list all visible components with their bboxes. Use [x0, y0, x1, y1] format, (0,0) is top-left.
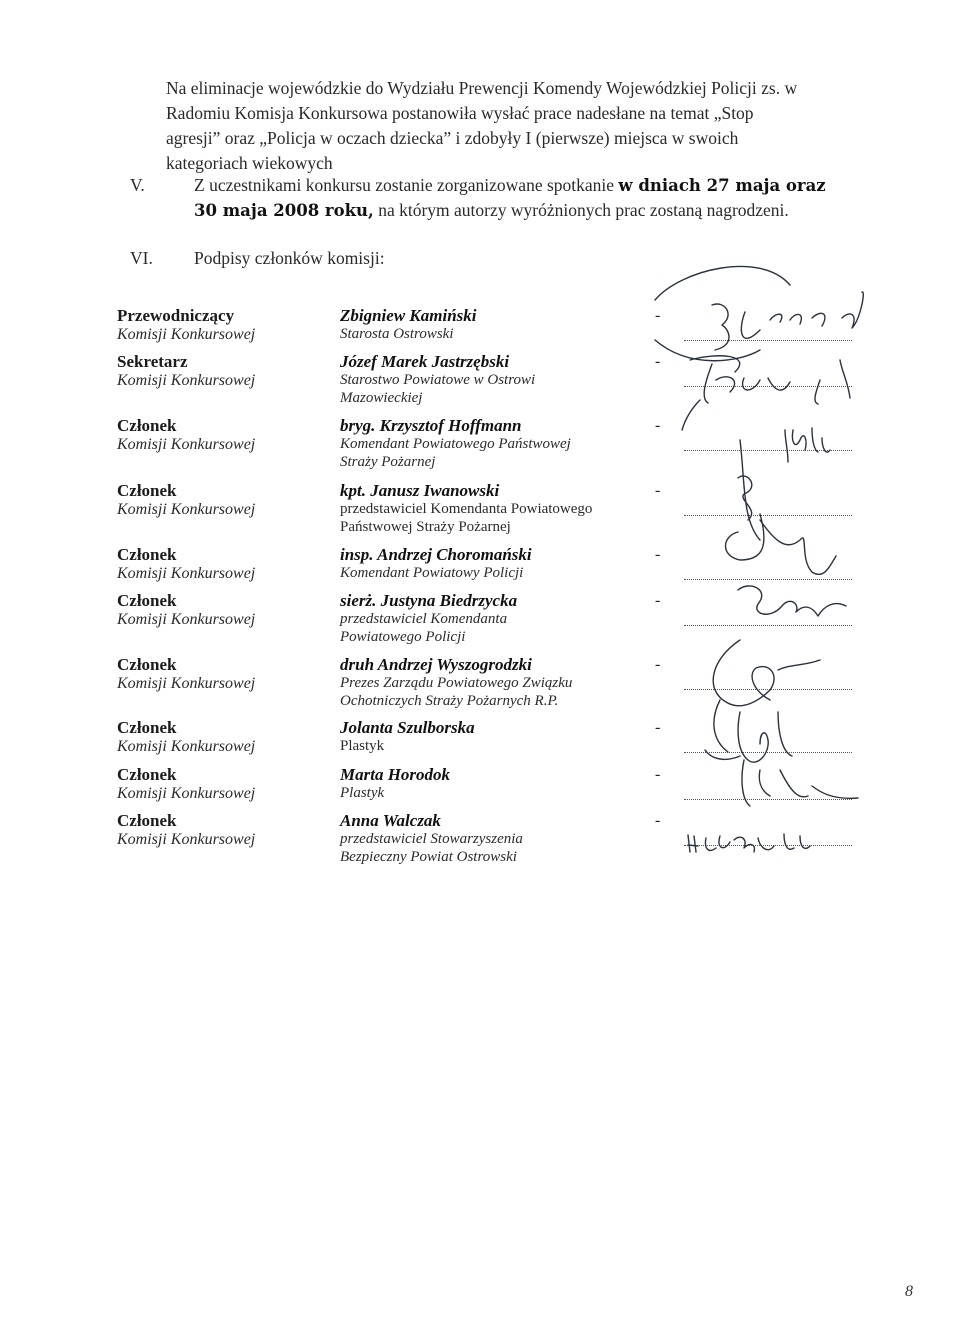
member-role-title: Przewodniczący: [117, 306, 235, 325]
member-person: [340, 718, 640, 755]
member-person: [340, 306, 640, 343]
member-description: Komendant Powiatowy Policji: [340, 565, 524, 581]
signature-dash: -: [655, 307, 661, 324]
member-description: Plastyk: [340, 785, 385, 801]
member-role-committee: Komisji Konkursowej: [117, 501, 256, 518]
member-role-title: Członek: [117, 811, 177, 830]
member-role: [117, 481, 327, 519]
member-role: [117, 811, 327, 849]
member-role-committee: Komisji Konkursowej: [117, 831, 256, 848]
member-role: [117, 416, 327, 454]
member-description: Komendant Powiatowego Państwowej: [340, 436, 571, 452]
signature-line: [684, 450, 852, 451]
section-v-text-before: Z uczestnikami konkursu zostanie zorganizowane spotkanie: [194, 175, 619, 195]
member-role-title: Członek: [117, 481, 177, 500]
member-role-committee: Komisji Konkursowej: [117, 611, 256, 628]
member-description: Ochotniczych Straży Pożarnych R.P.: [340, 693, 559, 709]
signature-dash: -: [655, 766, 661, 783]
member-name: sierż. Justyna Biedrzycka: [340, 591, 518, 610]
member-description: Powiatowego Policji: [340, 629, 466, 645]
member-description: Bezpieczny Powiat Ostrowski: [340, 849, 517, 865]
member-description: Państwowej Straży Pożarnej: [340, 519, 511, 535]
section-v-highlight: w dniach 27 maja oraz 30 maja 2008 roku,: [194, 176, 826, 220]
member-person: [340, 352, 640, 407]
member-role-title: Członek: [117, 765, 177, 784]
member-description: przedstawiciel Stowarzyszenia: [340, 831, 523, 847]
member-role: [117, 545, 327, 583]
signature-line: [684, 579, 852, 580]
member-name: kpt. Janusz Iwanowski: [340, 481, 500, 500]
member-name: insp. Andrzej Choromański: [340, 545, 532, 564]
page-number: 8: [905, 1283, 913, 1300]
section-vi-number: VI.: [130, 248, 153, 268]
member-description: Plastyk: [340, 738, 385, 754]
member-role-committee: Komisji Konkursowej: [117, 785, 256, 802]
member-name: bryg. Krzysztof Hoffmann: [340, 416, 522, 435]
member-description: Starostwo Powiatowe w Ostrowi: [340, 372, 536, 388]
member-person: [340, 765, 640, 802]
member-name: Anna Walczak: [340, 811, 441, 830]
signature-line: [684, 689, 852, 690]
member-role-committee: Komisji Konkursowej: [117, 372, 256, 389]
signature-line: [684, 799, 852, 800]
signature-dash: -: [655, 592, 661, 609]
member-role-committee: Komisji Konkursowej: [117, 565, 256, 582]
member-person: [340, 591, 640, 646]
member-name: druh Andrzej Wyszogrodzki: [340, 655, 532, 674]
signature-line: [684, 752, 852, 753]
member-role-committee: Komisji Konkursowej: [117, 436, 256, 453]
member-person: [340, 655, 640, 710]
member-role-title: Członek: [117, 655, 177, 674]
member-person: [340, 481, 640, 536]
member-name: Józef Marek Jastrzębski: [340, 352, 510, 371]
signature-line: [684, 386, 852, 387]
member-role: [117, 718, 327, 756]
signature-dash: -: [655, 417, 661, 434]
section-v-text-after: na którym autorzy wyróżnionych prac zostaną nagrodzeni.: [373, 200, 789, 220]
signature-dash: -: [655, 546, 661, 563]
member-person: [340, 811, 640, 866]
member-person: [340, 416, 640, 471]
member-role-committee: Komisji Konkursowej: [117, 326, 256, 343]
section-vi-text: Podpisy członków komisji:: [194, 248, 385, 268]
member-role-title: Członek: [117, 416, 177, 435]
signature-line: [684, 340, 852, 341]
member-name: Zbigniew Kamiński: [340, 306, 477, 325]
member-role-title: Członek: [117, 545, 177, 564]
member-description: Prezes Zarządu Powiatowego Związku: [340, 675, 573, 691]
signature-dash: -: [655, 812, 661, 829]
member-description: przedstawiciel Komendanta Powiatowego: [340, 501, 593, 517]
member-description: Starosta Ostrowski: [340, 326, 454, 342]
member-role-committee: Komisji Konkursowej: [117, 738, 256, 755]
member-role-title: Sekretarz: [117, 352, 188, 371]
member-role: [117, 591, 327, 629]
member-name: Jolanta Szulborska: [340, 718, 475, 737]
member-description: Mazowieckiej: [340, 390, 423, 406]
signature-dash: -: [655, 482, 661, 499]
member-role-title: Członek: [117, 718, 177, 737]
intro-paragraph: Na eliminacje wojewódzkie do Wydziału Prewencji Komendy Wojewódzkiej Policji zs. w Radomiu Komisja Konkursowa postanowiła wysłać prace nadesłane na temat „Stop agresji” oraz „Policja w oczach dziecka” i zdobyły I (pierwsze) miejsca w swoich kategoriach wiekowych: [166, 78, 798, 173]
member-person: [340, 545, 640, 582]
signature-dash: -: [655, 353, 661, 370]
member-role: [117, 306, 327, 344]
member-description: przedstawiciel Komendanta: [340, 611, 508, 627]
member-role: [117, 352, 327, 390]
signature-line: [684, 845, 852, 846]
member-name: Marta Horodok: [340, 765, 451, 784]
signature-dash: -: [655, 656, 661, 673]
section-v-number: V.: [130, 175, 145, 195]
member-role-committee: Komisji Konkursowej: [117, 675, 256, 692]
signature-line: [684, 515, 852, 516]
member-role-title: Członek: [117, 591, 177, 610]
member-role: [117, 655, 327, 693]
signature-dash: -: [655, 719, 661, 736]
member-description: Straży Pożarnej: [340, 454, 436, 470]
signature-line: [684, 625, 852, 626]
member-role: [117, 765, 327, 803]
